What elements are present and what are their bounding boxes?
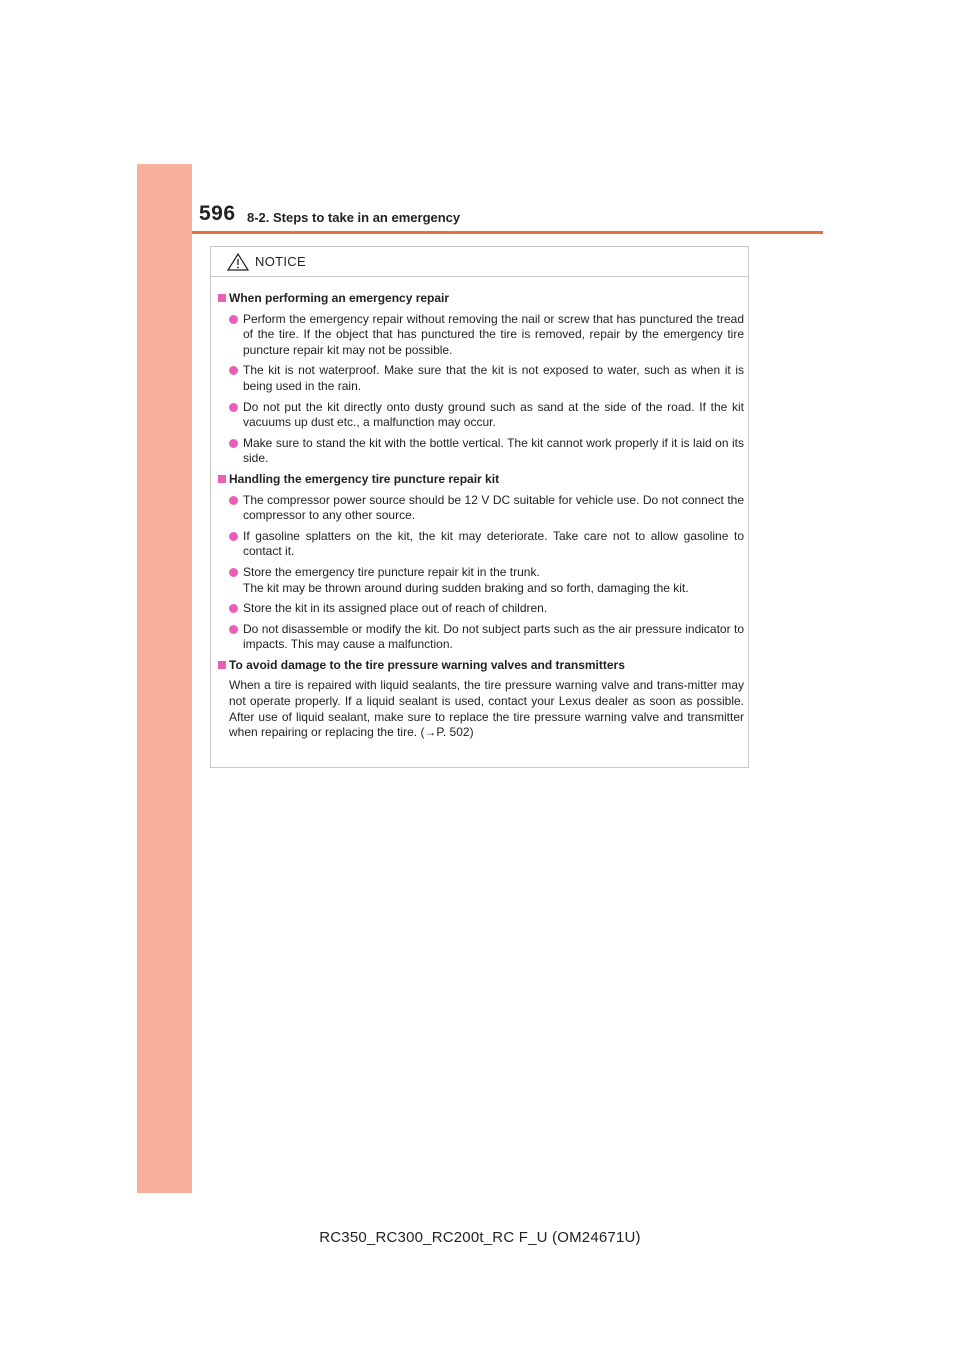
square-bullet-icon — [218, 294, 226, 302]
round-bullet-icon — [229, 403, 238, 412]
list-item: The kit is not waterproof. Make sure that the kit is not exposed to water, such as when it is being used in the rain. — [215, 363, 744, 394]
section-heading: Handling the emergency tire puncture repair kit — [215, 472, 744, 488]
round-bullet-icon — [229, 604, 238, 613]
list-item: Make sure to stand the kit with the bottle vertical. The kit cannot work properly if it is laid on its side. — [215, 436, 744, 467]
round-bullet-icon — [229, 366, 238, 375]
round-bullet-icon — [229, 315, 238, 324]
header-rule — [192, 231, 823, 234]
section-title: 8-2. Steps to take in an emergency — [247, 210, 461, 225]
list-item: Do not put the kit directly onto dusty ground such as sand at the side of the road. If the kit vacuums up dust etc., a malfunction may occur. — [215, 400, 744, 431]
round-bullet-icon — [229, 532, 238, 541]
list-item: If gasoline splatters on the kit, the kit may deteriorate. Take care not to allow gasoline to contact it. — [215, 529, 744, 560]
manual-code: RC350_RC300_RC200t_RC F_U (OM24671U) — [319, 1229, 641, 1246]
section-heading: To avoid damage to the tire pressure warning valves and transmitters — [215, 658, 744, 674]
round-bullet-icon — [229, 439, 238, 448]
round-bullet-icon — [229, 625, 238, 634]
square-bullet-icon — [218, 475, 226, 483]
section-paragraph: When a tire is repaired with liquid sealants, the tire pressure warning valve and trans-mitter may not operate properly. If a liquid sealant is used, contact your Lexus dealer as soon as possible. After use of liquid sealant, make sure to replace the tire pressure warning valve and transmitter when repairing or replacing the tire. (→P. 502) — [229, 678, 744, 740]
list-item: The compressor power source should be 12 V DC suitable for vehicle use. Do not connect the compressor to any other source. — [215, 493, 744, 524]
notice-content — [215, 291, 744, 741]
notice-box — [210, 246, 749, 768]
notice-title: NOTICE — [255, 254, 306, 269]
list-item: Store the kit in its assigned place out of reach of children. — [215, 601, 744, 617]
page-number: 596 — [199, 202, 236, 225]
round-bullet-icon — [229, 496, 238, 505]
chapter-side-band — [137, 164, 192, 1193]
list-item: Perform the emergency repair without removing the nail or screw that has punctured the tread of the tire. If the object that has punctured the tire is removed, repair by the emergency tire puncture repair kit may not be possible. — [215, 312, 744, 359]
square-bullet-icon — [218, 661, 226, 669]
list-item: Do not disassemble or modify the kit. Do not subject parts such as the air pressure indicator to impacts. This may cause a malfunction. — [215, 622, 744, 653]
round-bullet-icon — [229, 568, 238, 577]
section-heading: When performing an emergency repair — [215, 291, 744, 307]
notice-header — [211, 247, 748, 277]
warning-triangle-icon — [227, 253, 249, 271]
list-item: Store the emergency tire puncture repair kit in the trunk. The kit may be thrown around during sudden braking and so forth, damaging the kit. — [215, 565, 744, 596]
